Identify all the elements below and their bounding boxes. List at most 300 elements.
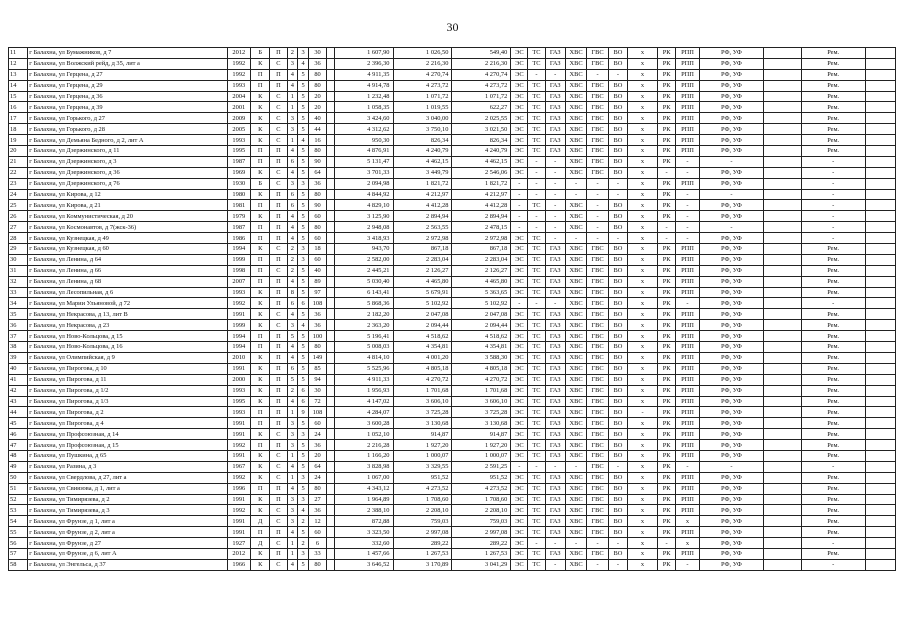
table-cell: ЭС [511,494,528,505]
table-cell: К [251,113,270,124]
table-cell: - [528,156,545,167]
table-cell: ГАЗ [545,124,565,135]
table-cell: 3 600,28 [334,418,393,429]
table-cell: 3 725,28 [393,407,452,418]
table-cell: ТС [528,146,545,157]
table-cell: РФ, УФ [699,516,763,527]
table-cell: 867,18 [393,244,452,255]
table-cell: ХВС [565,244,586,255]
table-cell: Рем. [801,102,865,113]
table-cell: РК [658,342,676,353]
table-cell: 33 [9,287,28,298]
table-cell: 1 067,00 [334,472,393,483]
table-cell: г Балахна, ул Ленина, д 64 [28,254,227,265]
table-cell: П [270,200,287,211]
table-cell: 1 964,89 [334,494,393,505]
table-row [9,265,896,276]
table-cell: ХВС [565,211,586,222]
table-cell: П [251,233,270,244]
table-cell [865,538,895,549]
table-cell: 2 [287,385,298,396]
table-cell: ХВС [565,167,586,178]
table-cell: х [676,516,700,527]
table-cell: - [587,211,608,222]
table-cell: ХВС [565,276,586,287]
table-cell: г Балахна, ул Горького, д 27 [28,113,227,124]
table-cell [865,331,895,342]
table-cell: ЭС [511,91,528,102]
table-cell: РПП [676,396,700,407]
table-cell: 16 [9,102,28,113]
table-cell: х [628,265,658,276]
table-cell: 2 396,30 [334,58,393,69]
table-cell: РФ, УФ [699,407,763,418]
table-cell: ВО [608,548,627,559]
table-cell: П [251,222,270,233]
table-cell: ГВС [587,102,608,113]
table-cell: РФ, УФ [699,69,763,80]
table-cell: 5 [298,331,309,342]
table-cell: 4 [287,461,298,472]
table-cell: 4 270,72 [452,374,511,385]
table-cell: 1991 [227,516,251,527]
table-cell: х [628,124,658,135]
table-cell: 33 [308,548,326,559]
table-cell: П [251,276,270,287]
table-cell: ТС [528,254,545,265]
table-cell: 55 [9,527,28,538]
table-cell: 2 [298,538,309,549]
table-cell: РПП [676,146,700,157]
table-cell: 3 725,28 [452,407,511,418]
table-cell [865,516,895,527]
table-cell: 2009 [227,113,251,124]
table-cell [865,178,895,189]
table-cell: 332,60 [334,538,393,549]
table-cell: 149 [308,352,326,363]
table-cell [327,374,334,385]
table-cell: 1 708,60 [393,494,452,505]
table-cell: 2 972,98 [393,233,452,244]
table-cell: х [628,58,658,69]
table-cell: 1991 [227,309,251,320]
table-cell: - [676,559,700,570]
table-cell: Рем. [801,309,865,320]
table-row [9,113,896,124]
table-cell: 2 025,55 [452,113,511,124]
table-cell: 3 [298,472,309,483]
table-cell: 4 844,92 [334,189,393,200]
table-cell: 3 [287,418,298,429]
table-cell: 1992 [227,69,251,80]
table-cell [764,178,801,189]
table-cell: 6 143,41 [334,287,393,298]
table-cell: 2 094,44 [452,320,511,331]
table-cell [764,102,801,113]
table-cell: г Балахна, ул Ленина, д 66 [28,265,227,276]
table-cell: Рем. [801,244,865,255]
table-cell: 4 [287,222,298,233]
table-cell: ГАЗ [545,548,565,559]
table-cell [865,254,895,265]
table-cell: РПП [676,331,700,342]
table-cell [327,505,334,516]
table-cell: П [251,407,270,418]
table-cell: 759,03 [393,516,452,527]
table-cell: - [676,200,700,211]
table-cell: 30 [308,385,326,396]
table-cell: 1 [287,91,298,102]
table-cell: РК [658,265,676,276]
table-cell: 2 216,30 [452,58,511,69]
table-cell: ГВС [587,156,608,167]
table-row [9,396,896,407]
table-cell: - [587,222,608,233]
table-cell: - [658,222,676,233]
table-cell: ТС [528,124,545,135]
table-cell: ГВС [587,135,608,146]
table-cell: ХВС [565,222,586,233]
table-cell [865,58,895,69]
table-cell: 2 972,98 [452,233,511,244]
table-cell: П [270,189,287,200]
table-cell: РФ, УФ [699,178,763,189]
table-cell [327,233,334,244]
table-cell [865,244,895,255]
table-cell: - [511,178,528,189]
table-cell: П [270,527,287,538]
table-cell [764,91,801,102]
table-cell [764,254,801,265]
table-cell: - [545,167,565,178]
table-cell: 1991 [227,450,251,461]
table-cell: ВО [608,418,627,429]
table-cell: - [608,538,627,549]
table-cell: РФ, УФ [699,494,763,505]
table-cell: х [628,494,658,505]
table-cell: - [608,189,627,200]
table-cell: К [251,287,270,298]
table-cell: 2 997,08 [452,527,511,538]
table-cell: - [587,200,608,211]
table-cell [764,233,801,244]
table-cell: ХВС [565,516,586,527]
table-cell: 5 [298,113,309,124]
table-row [9,309,896,320]
table-cell: РФ, УФ [699,374,763,385]
table-cell: ХВС [565,331,586,342]
table-cell: 3 [298,548,309,559]
table-cell: ХВС [565,450,586,461]
table-cell [764,320,801,331]
table-cell: ГАЗ [545,527,565,538]
table-cell: ВО [608,396,627,407]
table-cell: 44 [9,407,28,418]
table-row [9,167,896,178]
table-cell [327,342,334,353]
table-cell: - [801,461,865,472]
table-cell [327,516,334,527]
table-cell: ЭС [511,385,528,396]
table-cell: РК [658,244,676,255]
table-cell: П [270,363,287,374]
table-cell: 24 [308,472,326,483]
table-cell: г Балахна, ул Разина, д 3 [28,461,227,472]
table-cell: 1 267,53 [452,548,511,559]
table-cell: П [270,385,287,396]
table-cell [764,189,801,200]
table-cell: 3 [287,440,298,451]
table-cell: ТС [528,352,545,363]
table-cell: К [251,167,270,178]
table-cell: 2 126,27 [393,265,452,276]
table-cell [865,124,895,135]
table-cell: ГВС [587,48,608,59]
table-cell: ГВС [587,429,608,440]
table-cell: П [270,418,287,429]
table-cell: К [251,135,270,146]
table-row [9,516,896,527]
table-cell: П [270,374,287,385]
table-cell: ЭС [511,58,528,69]
table-cell: ГВС [587,472,608,483]
table-cell: 8 [287,287,298,298]
table-cell [865,211,895,222]
table-cell: 2 546,06 [452,167,511,178]
table-cell: РФ, УФ [699,418,763,429]
table-cell: РФ, УФ [699,505,763,516]
table-cell: ЭС [511,331,528,342]
table-cell: г Балахна, ул Пирогова, д 11 [28,374,227,385]
table-cell: П [270,69,287,80]
table-cell: С [270,135,287,146]
table-cell: г Балахна, ул Бумажников, д 7 [28,48,227,59]
table-cell: 5 679,91 [393,287,452,298]
table-cell: 951,52 [452,472,511,483]
table-cell: К [251,211,270,222]
table-cell: ХВС [565,559,586,570]
table-cell: Рем. [801,548,865,559]
table-cell [327,548,334,559]
table-cell: 2 [287,244,298,255]
table-cell [327,559,334,570]
table-cell: х [628,298,658,309]
table-cell: РК [658,178,676,189]
table-cell [764,352,801,363]
table-cell: С [270,113,287,124]
table-cell: К [251,320,270,331]
table-cell: х [628,505,658,516]
table-cell: 1992 [227,472,251,483]
table-cell: 2 047,08 [452,309,511,320]
table-cell: С [270,244,287,255]
table-cell: П [270,440,287,451]
table-cell: РК [658,407,676,418]
table-cell [865,418,895,429]
table-cell: С [270,559,287,570]
table-cell: К [251,374,270,385]
table-cell: ХВС [565,396,586,407]
table-cell: 4 [298,505,309,516]
table-row [9,124,896,135]
table-cell: 2 997,08 [393,527,452,538]
table-cell: ВО [608,200,627,211]
table-cell: ХВС [565,320,586,331]
table-cell: ГАЗ [545,265,565,276]
table-cell: 3 [287,320,298,331]
table-cell: РПП [676,102,700,113]
table-row [9,211,896,222]
table-cell: ТС [528,331,545,342]
table-cell [327,178,334,189]
table-cell: - [801,156,865,167]
table-cell: 1 607,90 [334,48,393,59]
table-cell: х [628,276,658,287]
table-cell [865,407,895,418]
table-cell: ЭС [511,418,528,429]
table-cell: - [676,189,700,200]
table-cell: ТС [528,320,545,331]
table-cell: 3 646,52 [334,559,393,570]
table-cell: х [628,450,658,461]
table-cell: - [565,233,586,244]
table-cell: 6 [298,385,309,396]
table-cell: 1995 [227,396,251,407]
table-cell: РФ, УФ [699,135,763,146]
table-cell: 72 [308,396,326,407]
table-cell: 41 [9,374,28,385]
table-cell: РФ, УФ [699,352,763,363]
table-cell: 1994 [227,244,251,255]
table-cell: х [628,178,658,189]
table-cell: П [251,440,270,451]
table-cell: 1986 [227,233,251,244]
table-cell: 1 026,50 [393,48,452,59]
table-cell: - [658,538,676,549]
table-cell: г Балахна, ул Фрунзе, д 1, лит а [28,516,227,527]
table-cell: РФ, УФ [699,233,763,244]
table-cell: 4 270,74 [393,69,452,80]
table-cell: 4 273,72 [393,80,452,91]
table-cell: г Балахна, ул Герцена, д 36 [28,91,227,102]
table-cell: ВО [608,211,627,222]
table-cell: ВО [608,450,627,461]
table-cell: ЭС [511,167,528,178]
table-cell: 5 [298,80,309,91]
table-cell: 16 [308,135,326,146]
table-cell: ГАЗ [545,276,565,287]
table-cell: - [545,233,565,244]
table-cell: ГАЗ [545,287,565,298]
table-cell: ГВС [587,80,608,91]
table-cell: РК [658,418,676,429]
table-cell: 29 [9,244,28,255]
table-cell: ХВС [565,483,586,494]
table-cell: 5 [298,124,309,135]
table-row [9,189,896,200]
table-cell: 1987 [227,222,251,233]
table-cell: - [528,538,545,549]
table-cell: 15 [9,91,28,102]
table-cell [764,200,801,211]
table-cell: 3 021,50 [452,124,511,135]
table-cell: ВО [608,363,627,374]
table-row [9,58,896,69]
table-cell: ГАЗ [545,244,565,255]
table-cell: - [801,233,865,244]
table-cell: РК [658,276,676,287]
table-cell: ГВС [587,418,608,429]
table-cell: 4 270,72 [393,374,452,385]
table-cell: 5 102,92 [393,298,452,309]
table-cell: Рем. [801,483,865,494]
table-cell: ТС [528,233,545,244]
table-cell: ХВС [565,429,586,440]
table-cell: - [528,189,545,200]
table-cell: г Балахна, ул Профсоюзная, д 14 [28,429,227,440]
table-cell: ВО [608,309,627,320]
table-cell [327,200,334,211]
table-cell: г Балахна, ул Демьяна Бедного, д 2, лит А [28,135,227,146]
table-cell: 1991 [227,494,251,505]
table-cell: РПП [676,135,700,146]
table-cell: ГАЗ [545,472,565,483]
table-cell: 5 [298,233,309,244]
table-cell: 914,87 [452,429,511,440]
table-cell: ХВС [565,113,586,124]
table-cell: ТС [528,265,545,276]
table-cell: 97 [308,287,326,298]
table-cell: К [251,450,270,461]
table-cell: 3 [287,494,298,505]
table-cell: 4 876,91 [334,146,393,157]
table-cell: - [608,69,627,80]
table-cell: 5 [298,483,309,494]
table-cell: 4 212,97 [452,189,511,200]
table-cell: 1930 [227,178,251,189]
table-cell: 23 [9,178,28,189]
table-cell: 2 216,28 [334,440,393,451]
table-cell: РК [658,135,676,146]
table-cell: х [628,254,658,265]
table-cell: П [270,342,287,353]
table-cell: П [251,156,270,167]
table-cell: РПП [676,178,700,189]
table-cell: г Балахна, ул Коммунистическая, д 20 [28,211,227,222]
table-cell: 3 449,79 [393,167,452,178]
table-cell: С [270,538,287,549]
table-cell: х [628,363,658,374]
table-cell: 1 000,07 [452,450,511,461]
table-cell: 27 [308,494,326,505]
table-cell: ЭС [511,538,528,549]
table-cell: - [608,178,627,189]
table-cell: РФ, УФ [699,450,763,461]
table-cell: С [270,58,287,69]
table-row [9,538,896,549]
table-cell: 36 [308,309,326,320]
table-cell: - [528,298,545,309]
table-cell: 1 232,48 [334,91,393,102]
table-cell: П [270,254,287,265]
table-cell: 4 412,28 [452,200,511,211]
table-cell [764,309,801,320]
table-row [9,156,896,167]
table-cell: - [699,222,763,233]
table-cell: ГАЗ [545,407,565,418]
table-cell: РФ, УФ [699,146,763,157]
table-cell: ВО [608,352,627,363]
